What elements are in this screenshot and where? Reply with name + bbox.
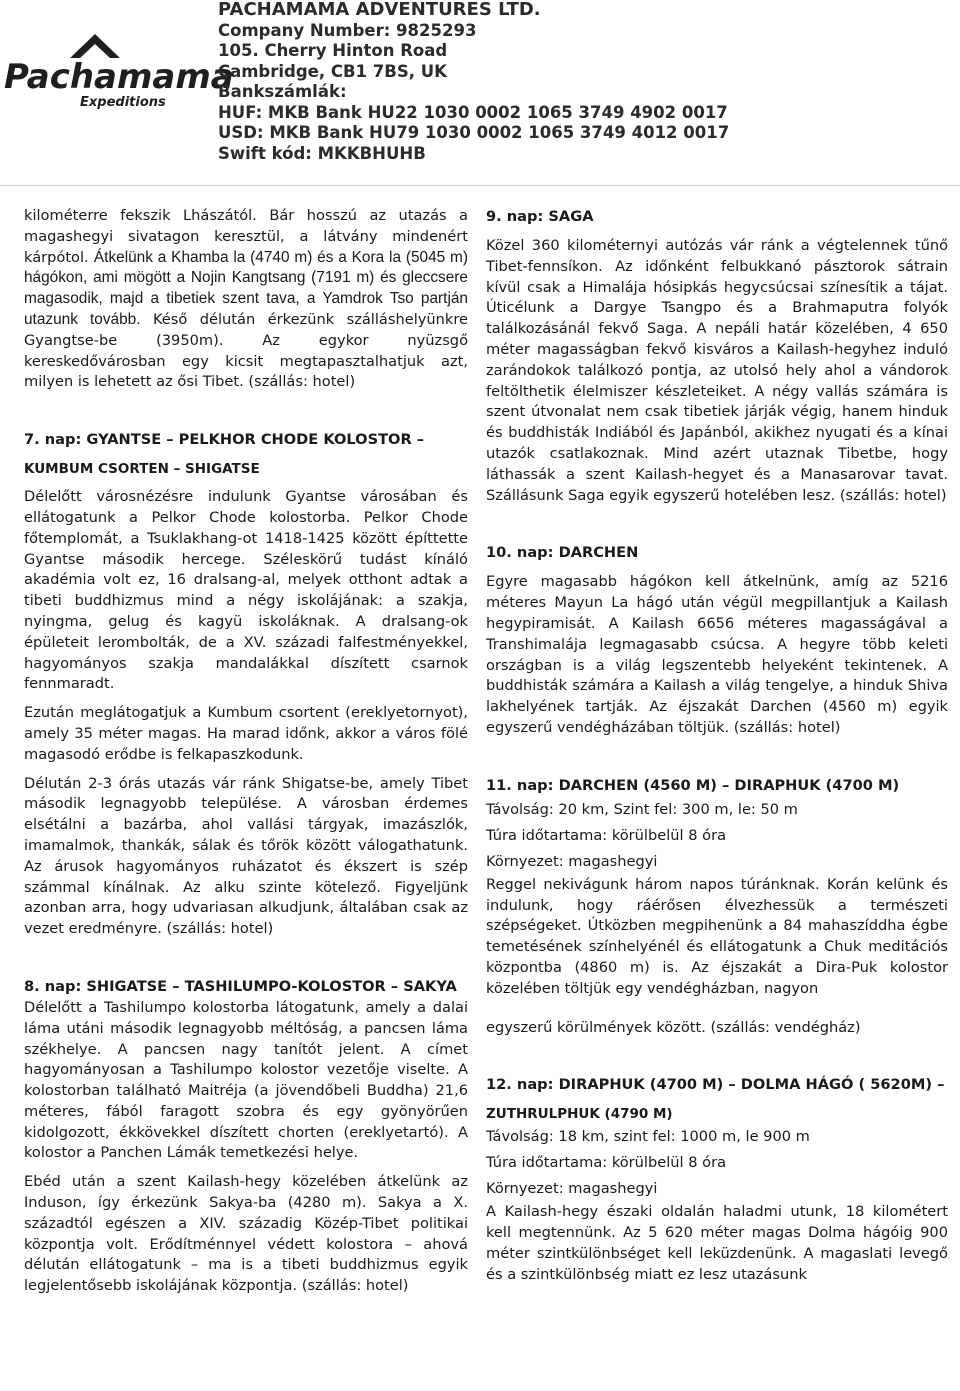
address-street: 105. Cherry Hinton Road xyxy=(218,41,448,60)
day7-number: 7. nap: xyxy=(24,431,82,449)
day12-heading xyxy=(486,1074,948,1096)
day10-number: 10. nap: xyxy=(486,544,554,562)
letterhead xyxy=(0,0,960,190)
day11-title: DARCHEN (4560 M) – DIRAPHUK (4700 M) xyxy=(558,776,900,794)
intro-text-c: Késő délután érkezünk szálláshelyünkre Gyangtse-be (3950m). Az egykor nyüzsgő kereskedővárosban egy kicsit megtapasztalhatjuk azt, milyen is lehetett az ősi Tibet. (szállás: hotel) xyxy=(24,310,468,391)
day11-environment: Környezet: magashegyi xyxy=(486,852,658,870)
day8-paragraph-1: Délelőtt a Tashilumpo kolostorba látogatunk, amely a dalai láma utáni második legnagyobb méltóság, a pancsen láma székhelye. A pancsen nagy tanítót jelent. A címet hagyományosan a Tashilumpo kolostor vezetője viselte. A kolostorban található Maitréja (a jövendőbeli Buddha) 21,6 méteres, fából faragott szobra és egy gyönyörűen kidolgozott, ékkövekkel díszített chorten (ereklyetartó). A kolostor a Panchen Lámák temetkezési helye. xyxy=(24,998,468,1162)
day7-paragraph-2: Ezután meglátogatjuk a Kumbum csortent (ereklyetornyot), amely 35 méter magas. Ha marad időnk, akkor a város fölé magasodó erődbe is felkapaszkodunk. xyxy=(24,704,468,763)
day8-number: 8. nap: xyxy=(24,977,82,995)
day7-title: GYANTSE – PELKHOR CHODE KOLOSTOR – xyxy=(86,431,425,449)
bank-accounts-label: Bankszámlák: xyxy=(218,82,347,101)
address-city: Cambridge, CB1 7BS, UK xyxy=(218,61,447,81)
pachamama-logo xyxy=(0,30,234,120)
left-column xyxy=(24,206,468,1297)
logo-wordmark: Pachamama xyxy=(4,57,234,97)
right-column xyxy=(486,206,948,1286)
day12-duration: Túra időtartama: körülbelül 8 óra xyxy=(486,1154,727,1172)
day9-paragraph: Közel 360 kilométernyi autózás vár ránk a végtelennek tűnő Tibet-fennsíkon. Az időnként felbukkanó pásztorok sátrain kívül csak a Himalája hósipkás hegycsúcsai színesítik a tájat. Úticélunk a Dargye Tsangpo és a Brahmaputra folyók találkozásánál fekvő Saga. A nepáli határ közelében, 4 650 méter magasságban fekvő kisváros a Kailash-hegyhez induló zarándokok találkozó pontja, az utolsó hely ahol a vándorok feltölthetik élelmiszer készleteiket. A négy vallás számára is szent útvonalat nem csak tibetiek járják végig, hanem hinduk és buddhisták Indiából és Japánból, akikhez nyugati és a kínai utazók csatlakoznak. Mind azért utaznak Tibetbe, hogy láthassák a szent Kailash-hegyet és a Manasarovar tavat. Szállásunk Saga egyik egyszerű hotelében lesz. (szállás: hotel) xyxy=(486,237,948,504)
day7-paragraph-3: Délután 2-3 órás utazás vár ránk Shigatse-be, amely Tibet második legnagyobb települése. A városban érdemes elsétálni a bazárba, ahol vallási tárgyak, imazászlók, imamalmok, thankák, sálak és tőrök között válogathatunk. Az árusok hagyományos ruházatot és ékszert is szép számmal kínálnak. Az alku szinte kötelező. Figyeljünk azonban arra, hogy udvariasan alkudjunk, általában csak az vezet eredményre. (szállás: hotel) xyxy=(24,774,468,938)
mountain-peak-icon xyxy=(70,34,120,58)
day12-environment: Környezet: magashegyi xyxy=(486,1180,658,1198)
swift-code: Swift kód: MKKBHUHB xyxy=(218,143,426,163)
intro-paragraph xyxy=(24,206,468,393)
day12-title: DIRAPHUK (4700 M) – DOLMA HÁGÓ ( 5620M) – xyxy=(558,1076,945,1094)
day7-subtitle: KUMBUM CSORTEN – SHIGATSE xyxy=(24,461,260,478)
day12-subtitle: ZUTHRULPHUK (4790 M) xyxy=(486,1106,673,1123)
day8-heading xyxy=(24,976,468,998)
logo-tagline: Expeditions xyxy=(80,95,166,110)
day9-heading xyxy=(486,206,948,228)
huf-account: HUF: MKB Bank HU22 1030 0002 1065 3749 4902 0017 xyxy=(218,102,728,122)
company-number: Company Number: 9825293 xyxy=(218,20,477,40)
day12-distance: Távolság: 18 km, szint fel: 1000 m, le 900 m xyxy=(486,1128,810,1146)
day8-title: SHIGATSE – TASHILUMPO-KOLOSTOR – SAKYA xyxy=(86,977,457,995)
day11-number: 11. nap: xyxy=(486,776,554,794)
day12-paragraph: A Kailash-hegy északi oldalán haladmi utunk, 18 kilométert kell megtennünk. Az 5 620 méter magas Dolma hágóig 900 méter szintkülönbséget kell leküzdenünk. A magaslati levegő és a szintkülönbség miatt ez lesz utazásunk xyxy=(486,1203,948,1283)
day9-title: SAGA xyxy=(548,208,594,225)
day11-paragraph-1: Reggel nekivágunk három napos túránknak. Korán kelünk és indulunk, hogy ráérősen élvezhessük a természeti szépségeket. Útközben megpihenünk a 84 mahaszíddha égbe temetésének színhelyénél és ellátogatunk a Chuk meditációs központba (4860 m) is. Az éjszakát a Dira-Puk kolostor közelében töltjük egy vendégházban, nagyon xyxy=(486,875,948,997)
day10-heading xyxy=(486,542,948,564)
day10-title: DARCHEN xyxy=(558,544,639,562)
day12-number: 12. nap: xyxy=(486,1076,554,1094)
company-name: PACHAMAMA ADVENTURES LTD. xyxy=(218,0,541,20)
usd-account: USD: MKB Bank HU79 1030 0002 1065 3749 4012 0017 xyxy=(218,123,730,142)
day11-paragraph-2: egyszerű körülmények között. (szállás: vendégház) xyxy=(486,1018,861,1036)
company-details xyxy=(218,0,729,164)
day10-paragraph: Egyre magasabb hágókon kell átkelnünk, amíg az 5216 méteres Mayun La hágó után végül megpillantjuk a Kailash hegypiramisát. A Kailash 6656 méteres magasságával a Transhimalája legmagasabb csúcsa. A hegyre több keleti országban is a világ legszentebb helyeként tekintenek. A buddhisták számára a Kailash a világ tengelye, a hinduk Shiva lakhelyének tartják. Az éjszakát Darchen (4560 m) egyik egyszerű vendégházában töltjük. (szállás: hotel) xyxy=(486,573,948,736)
logo-graphic xyxy=(0,30,234,120)
day7-paragraph-1: Délelőtt városnézésre indulunk Gyantse városában és ellátogatunk a Pelkor Chode kolostorba. Pelkor Chode főtemplomát, a Tsuklakhang-ot 1418-1425 között építtette Gyantse második hercege. Széleskörű tudást kínáló akadémia volt ez, 16 dralsang-al, melyek otthont adtak a tibeti buddhizmus mind a négy iskolájának: a szakja, nyingma, gelug és kagyü iskoláknak. A dralsang-ok épületeit lerombolták, de a XV. századi falfestményekkel, hagyományos szakja mandalákkal díszített csarnok fennmaradt. xyxy=(24,488,468,693)
intro-text-a: kilométerre fekszik Lhászától. Bár hosszú az utazás a magashegyi sivatagon keresztül, a látvány mindenért kárpótol. xyxy=(24,207,468,266)
day11-distance: Távolság: 20 km, Szint fel: 300 m, le: 50 m xyxy=(486,800,798,818)
intro-text-b: Átkelünk a Khamba la (4740 m) és a Kora la (5045 m) hágókon, ami mögött a Nojin Kangtsang (7191 m) és gleccsere magasodik, majd a tibetiek szent tava, a Yamdrok Tso partján utazunk tovább. xyxy=(24,248,469,328)
day11-duration: Túra időtartama: körülbelül 8 óra xyxy=(486,826,727,844)
header-divider xyxy=(0,185,960,186)
day7-heading xyxy=(24,429,468,451)
day11-heading xyxy=(486,775,948,797)
day9-number: 9. nap: xyxy=(486,208,544,225)
day8-paragraph-2: Ebéd után a szent Kailash-hegy közelében átkelünk az Induson, így érkezünk Sakya-ba (4280 m). Sakya a X. századtól egészen a XIV. századig Közép-Tibet politikai központja volt. Erődítménnyel védett kolostora – ahová délután ellátogatunk – ma is a tibeti buddhizmus egyik legjelentősebb iskolájának központja. (szállás: hotel) xyxy=(24,1173,468,1295)
